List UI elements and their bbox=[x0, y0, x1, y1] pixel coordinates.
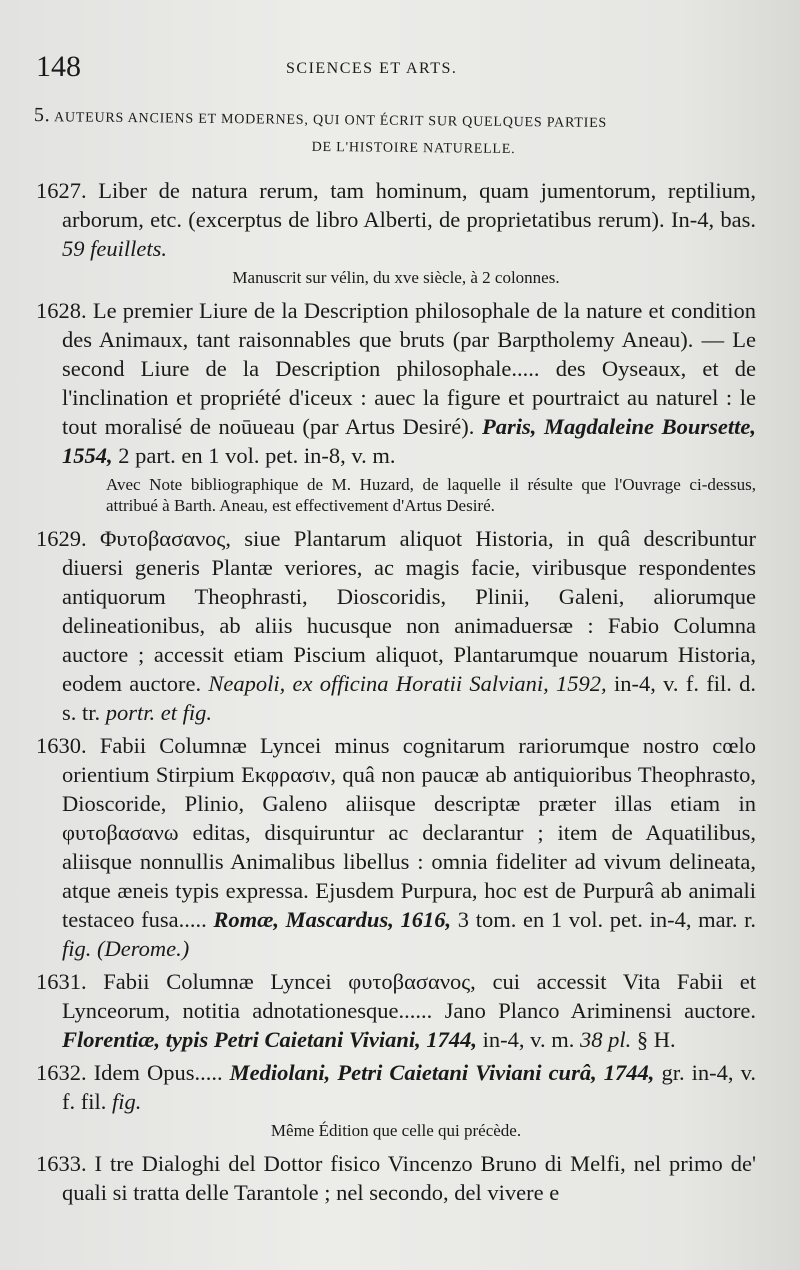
entry-text: Liber de natura rerum, tam hominum, quam jumentorum, reptilium, arborum, etc. (excerptus de libro Alberti, de proprietatibus rerum). In-4, bas. bbox=[62, 178, 757, 232]
entry-note: Avec Note bibliographique de M. Huzard, de laquelle il résulte que l'Ouvrage ci-dessus, attribué à Barth. Aneau, est effectivement d'Artus Desiré. bbox=[106, 475, 756, 515]
entry-number: 1628. bbox=[36, 298, 87, 323]
entry-1627 bbox=[36, 176, 756, 263]
entry-number: 1630. bbox=[36, 733, 87, 758]
page-number: 148 bbox=[36, 50, 81, 83]
entry-number: 1633. bbox=[36, 1151, 87, 1176]
entry-plates: 38 pl. bbox=[579, 1027, 632, 1052]
entry-imprint: Paris, Magdaleine Boursette, 1554, bbox=[62, 414, 756, 468]
entry-format: in-4, v. m. bbox=[482, 1027, 575, 1052]
section-number: 5. bbox=[33, 104, 51, 127]
entry-1633 bbox=[36, 1149, 756, 1207]
catalogue-entries bbox=[36, 176, 756, 1207]
entry-1629 bbox=[36, 524, 756, 727]
entry-mark: § H. bbox=[636, 1027, 676, 1052]
entry-text: Le premier Liure de la Description philosophale de la nature et condition des Animaux, tant raisonnables que bruts (par Barptholemy Aneau). — Le second Liure de la Description philosophale..... des Oyseaux, et de l'inclination et propriété d'iceux : auec la figure et pourtraict au naturel : le tout moralisé de noūueau (par Artus Desiré). bbox=[62, 298, 756, 439]
entry-number: 1631. bbox=[36, 969, 87, 994]
section-heading bbox=[33, 104, 763, 161]
entry-text: Φυτοβασανος, siue Plantarum aliquot Historia, in quâ describuntur diuersi generis Plantæ veriores, ac magis facie, viribusque respondentes antiquorum Theophrasti, Dioscoridis, Plinii, Galeni, aliorumque delineationibus, ab aliis hucusque non animaduersæ : Fabio Columna auctore ; accessit etiam Piscium aliquot, Plantarumque nouarum Historia, eodem auctore. bbox=[62, 526, 756, 696]
entry-illustrations: fig. bbox=[112, 1089, 142, 1114]
entry-note: Manuscrit sur vélin, du xve siècle, à 2 colonnes. bbox=[232, 268, 560, 287]
entry-imprint: Neapoli, ex officina Horatii Salviani, 1592, bbox=[208, 671, 607, 696]
entry-number: 1629. bbox=[36, 526, 87, 551]
entry-1631 bbox=[36, 967, 756, 1054]
entry-1632 bbox=[36, 1058, 756, 1116]
entry-illustrations: fig. bbox=[62, 936, 92, 961]
entry-text: Idem Opus..... bbox=[93, 1060, 223, 1085]
running-title: SCIENCES ET ARTS. bbox=[286, 60, 458, 77]
entry-format: in-4, v. f. fil. d. s. tr. bbox=[62, 671, 757, 725]
entry-imprint: Romæ, Mascardus, 1616, bbox=[213, 907, 452, 932]
entry-note: Même Édition que celle qui précède. bbox=[270, 1121, 522, 1140]
section-title-line2: DE L'HISTOIRE NATURELLE. bbox=[311, 139, 516, 158]
entry-format: 2 part. en 1 vol. pet. in-8, v. m. bbox=[118, 443, 396, 468]
entry-format: gr. in-4, v. f. fil. bbox=[62, 1060, 756, 1114]
entry-illustrations: portr. et fig. bbox=[105, 700, 213, 725]
entry-number: 1632. bbox=[36, 1060, 87, 1085]
entry-imprint: 59 feuillets. bbox=[62, 236, 167, 261]
entry-binder: (Derome.) bbox=[97, 936, 190, 961]
entry-text: Fabii Columnæ Lyncei φυτοβασανος, cui accessit Vita Fabii et Lynceorum, notitia adnotationesque...... Jano Planco Ariminensi auctore. bbox=[62, 969, 757, 1023]
entry-1628 bbox=[36, 296, 756, 470]
entry-imprint: Florentiæ, typis Petri Caietani Viviani, 1744, bbox=[62, 1027, 478, 1052]
page-header bbox=[36, 50, 756, 90]
entry-1630 bbox=[36, 731, 756, 963]
entry-text: I tre Dialoghi del Dottor fisico Vincenzo Bruno di Melfi, nel primo de' quali si tratta delle Tarantole ; nel secondo, del vivere e bbox=[62, 1151, 757, 1205]
entry-imprint: Mediolani, Petri Caietani Viviani curâ, 1744, bbox=[229, 1060, 655, 1085]
entry-text: Fabii Columnæ Lyncei minus cognitarum rariorumque nostro cœlo orientium Stirpium Εκφρασιν, quâ non paucæ ab antiquioribus Theophrasto, Dioscoride, Plinio, Galeno aliisque descriptæ præter illas etiam in φυτοβασανω editas, disquiruntur ac declarantur ; item de Aquatilibus, aliisque nonnullis Animalibus libellus : omnia fideliter ad vivum delineata, atque æneis typis expressa. Ejusdem Purpura, hoc est de Purpurâ ab animali testaceo fusa..... bbox=[62, 733, 756, 932]
entry-number: 1627. bbox=[36, 178, 87, 203]
entry-format: 3 tom. en 1 vol. pet. in-4, mar. r. bbox=[457, 907, 756, 932]
section-title-line1: AUTEURS ANCIENS ET MODERNES, QUI ONT ÉCRIT SUR QUELQUES PARTIES bbox=[53, 110, 608, 132]
